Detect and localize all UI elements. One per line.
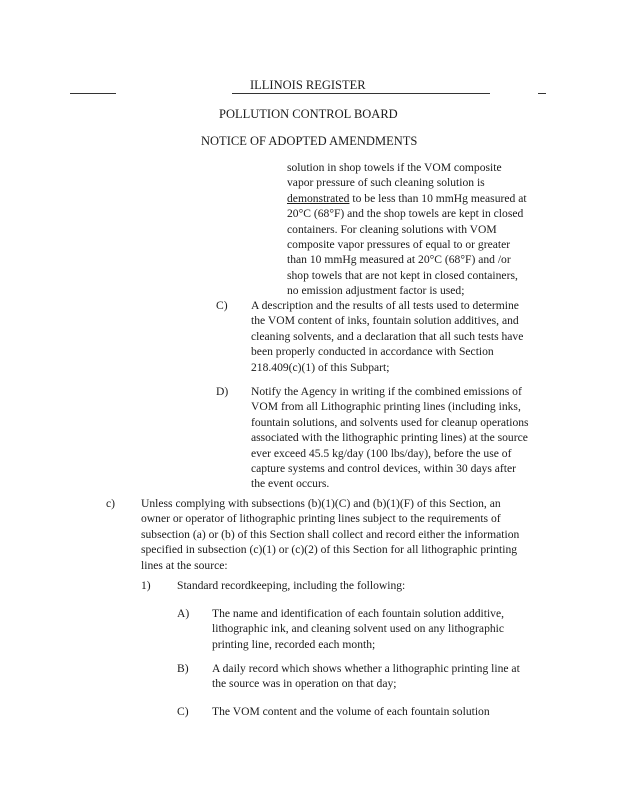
demonstrated-underlined: demonstrated bbox=[287, 191, 350, 205]
header-left-rule bbox=[70, 93, 116, 94]
item-1B-label: B) bbox=[177, 662, 189, 675]
text-line: The VOM content and the volume of each fountain solution bbox=[212, 705, 490, 718]
text-line: 218.409(c)(1) of this Subpart; bbox=[251, 360, 390, 374]
item-D-paragraph bbox=[251, 384, 586, 492]
header-right-rule bbox=[538, 93, 546, 94]
text-line: specified in subsection (c)(1) or (c)(2) of this Section for all lithographic printing bbox=[141, 543, 518, 557]
text-line: printing line, recorded each month; bbox=[212, 637, 376, 651]
text-line: A description and the results of all tests used to determine bbox=[251, 299, 519, 312]
item-C-label: C) bbox=[216, 299, 228, 312]
text-line: associated with the lithographic printing lines) at the source bbox=[251, 431, 528, 445]
header-center-rule bbox=[232, 93, 490, 94]
text-line: vapor pressure of such cleaning solution is bbox=[287, 176, 485, 190]
text-line: owner or operator of lithographic printing lines subject to the requirements of bbox=[141, 512, 501, 526]
text-line: Notify the Agency in writing if the combined emissions of bbox=[251, 385, 522, 398]
item-1B-paragraph bbox=[212, 661, 592, 692]
item-c-paragraph bbox=[141, 496, 591, 573]
item-C-paragraph bbox=[251, 298, 581, 375]
item-1-label: 1) bbox=[141, 579, 151, 592]
item-1C-paragraph bbox=[212, 704, 592, 719]
item-1C-label: C) bbox=[177, 705, 189, 718]
text-line: ever exceed 45.5 kg/day (100 lbs/day), before the use of bbox=[251, 446, 512, 460]
notice-title: NOTICE OF ADOPTED AMENDMENTS bbox=[201, 134, 418, 148]
item-c-label: c) bbox=[106, 497, 116, 510]
text-line: lithographic ink, and cleaning solvent used on any lithographic bbox=[212, 622, 505, 636]
text-line: 20°C (68°F) and the shop towels are kept in closed bbox=[287, 207, 524, 221]
text-line: composite vapor pressures of equal to or greater bbox=[287, 238, 511, 252]
text-line: lines at the source: bbox=[141, 558, 228, 572]
board-title: POLLUTION CONTROL BOARD bbox=[219, 107, 398, 121]
item-D-label: D) bbox=[216, 385, 229, 398]
text-line: A daily record which shows whether a lithographic printing line at bbox=[212, 662, 520, 675]
text-line: Unless complying with subsections (b)(1)(C) and (b)(1)(F) of this Section, an bbox=[141, 497, 501, 510]
text-line: cleaning solvents, and a declaration that all such tests have bbox=[251, 329, 524, 343]
text-line: capture systems and control devices, within 30 days after bbox=[251, 462, 516, 476]
text-line: shop towels that are not kept in closed containers, bbox=[287, 268, 518, 282]
item-1-text: Standard recordkeeping, including the following: bbox=[177, 579, 406, 592]
continuation-paragraph bbox=[287, 160, 577, 299]
text-line: the source was in operation on that day; bbox=[212, 677, 397, 691]
text-line: than 10 mmHg measured at 20°C (68°F) and /or bbox=[287, 253, 511, 267]
register-title: ILLINOIS REGISTER bbox=[250, 78, 366, 92]
text-line: The name and identification of each fountain solution additive, bbox=[212, 607, 505, 620]
item-1A-paragraph bbox=[212, 606, 592, 652]
text-line: fountain solutions, and solvents used for cleanup operations bbox=[251, 415, 529, 429]
text-line: VOM from all Lithographic printing lines (including inks, bbox=[251, 400, 521, 414]
text-line: the event occurs. bbox=[251, 477, 330, 491]
text-line: no emission adjustment factor is used; bbox=[287, 284, 465, 298]
item-1A-label: A) bbox=[177, 607, 190, 620]
text-line: containers. For cleaning solutions with VOM bbox=[287, 222, 497, 236]
text-line: been properly conducted in accordance with Section bbox=[251, 345, 494, 359]
text-line: subsection (a) or (b) of this Section shall collect and record either the information bbox=[141, 527, 520, 541]
text-line: solution in shop towels if the VOM composite bbox=[287, 161, 502, 174]
text-line: the VOM content of inks, fountain solution additives, and bbox=[251, 314, 519, 328]
text-line: demonstrated to be less than 10 mmHg measured at bbox=[287, 191, 527, 205]
